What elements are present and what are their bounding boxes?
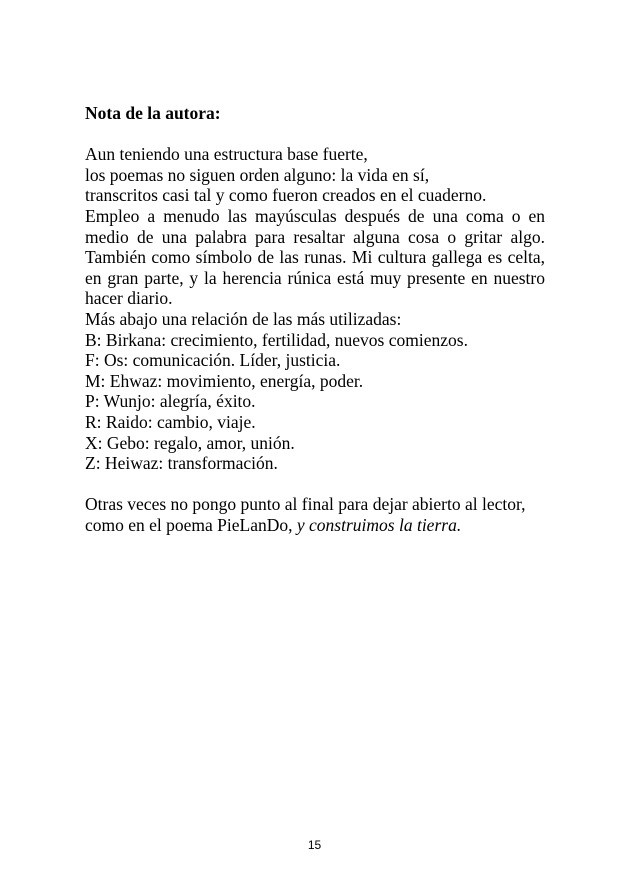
- runes-list: [85, 330, 545, 474]
- poem-title-italic: y construimos la tierra.: [296, 514, 462, 535]
- rune-item: X: Gebo: regalo, amor, unión.: [85, 432, 295, 453]
- closing-line: [85, 515, 545, 536]
- spacer: [85, 474, 545, 495]
- intro-line: transcritos casi tal y como fueron creados en el cuaderno.: [85, 185, 487, 206]
- closing-paragraph: [85, 494, 545, 535]
- rune-item: P: Wunjo: alegría, éxito.: [85, 391, 256, 412]
- section-heading: Nota de la autora:: [85, 103, 221, 123]
- rune-item: M: Ehwaz: movimiento, energía, poder.: [85, 370, 364, 391]
- runes-intro: Más abajo una relación de las más utilizadas:: [85, 308, 402, 329]
- closing-line-text: como en el poema PieLanDo,: [85, 514, 297, 535]
- paragraph-line: hacer diario.: [85, 288, 173, 309]
- intro-block: [85, 144, 545, 206]
- paragraph-line: Empleo a menudo las mayúsculas después de una coma o en: [85, 205, 545, 226]
- paragraph-line: en gran parte, y la herencia rúnica está muy presente en nuestro: [85, 267, 545, 288]
- capitalization-paragraph: [85, 206, 545, 309]
- rune-item: F: Os: comunicación. Líder, justicia.: [85, 350, 341, 371]
- spacer: [85, 124, 545, 145]
- intro-line: los poemas no siguen orden alguno: la vida en sí,: [85, 164, 430, 185]
- paragraph-line: También como símbolo de las runas. Mi cultura gallega es celta,: [85, 247, 545, 268]
- page-content: [85, 103, 545, 535]
- intro-line: Aun teniendo una estructura base fuerte,: [85, 144, 368, 165]
- rune-item: B: Birkana: crecimiento, fertilidad, nuevos comienzos.: [85, 329, 468, 350]
- rune-item: R: Raido: cambio, viaje.: [85, 411, 256, 432]
- closing-line: Otras veces no pongo punto al final para dejar abierto al lector,: [85, 494, 526, 515]
- rune-item: Z: Heiwaz: transformación.: [85, 453, 278, 474]
- page-number: 15: [307, 838, 322, 852]
- paragraph-line: medio de una palabra para resaltar alguna cosa o gritar algo.: [85, 226, 545, 247]
